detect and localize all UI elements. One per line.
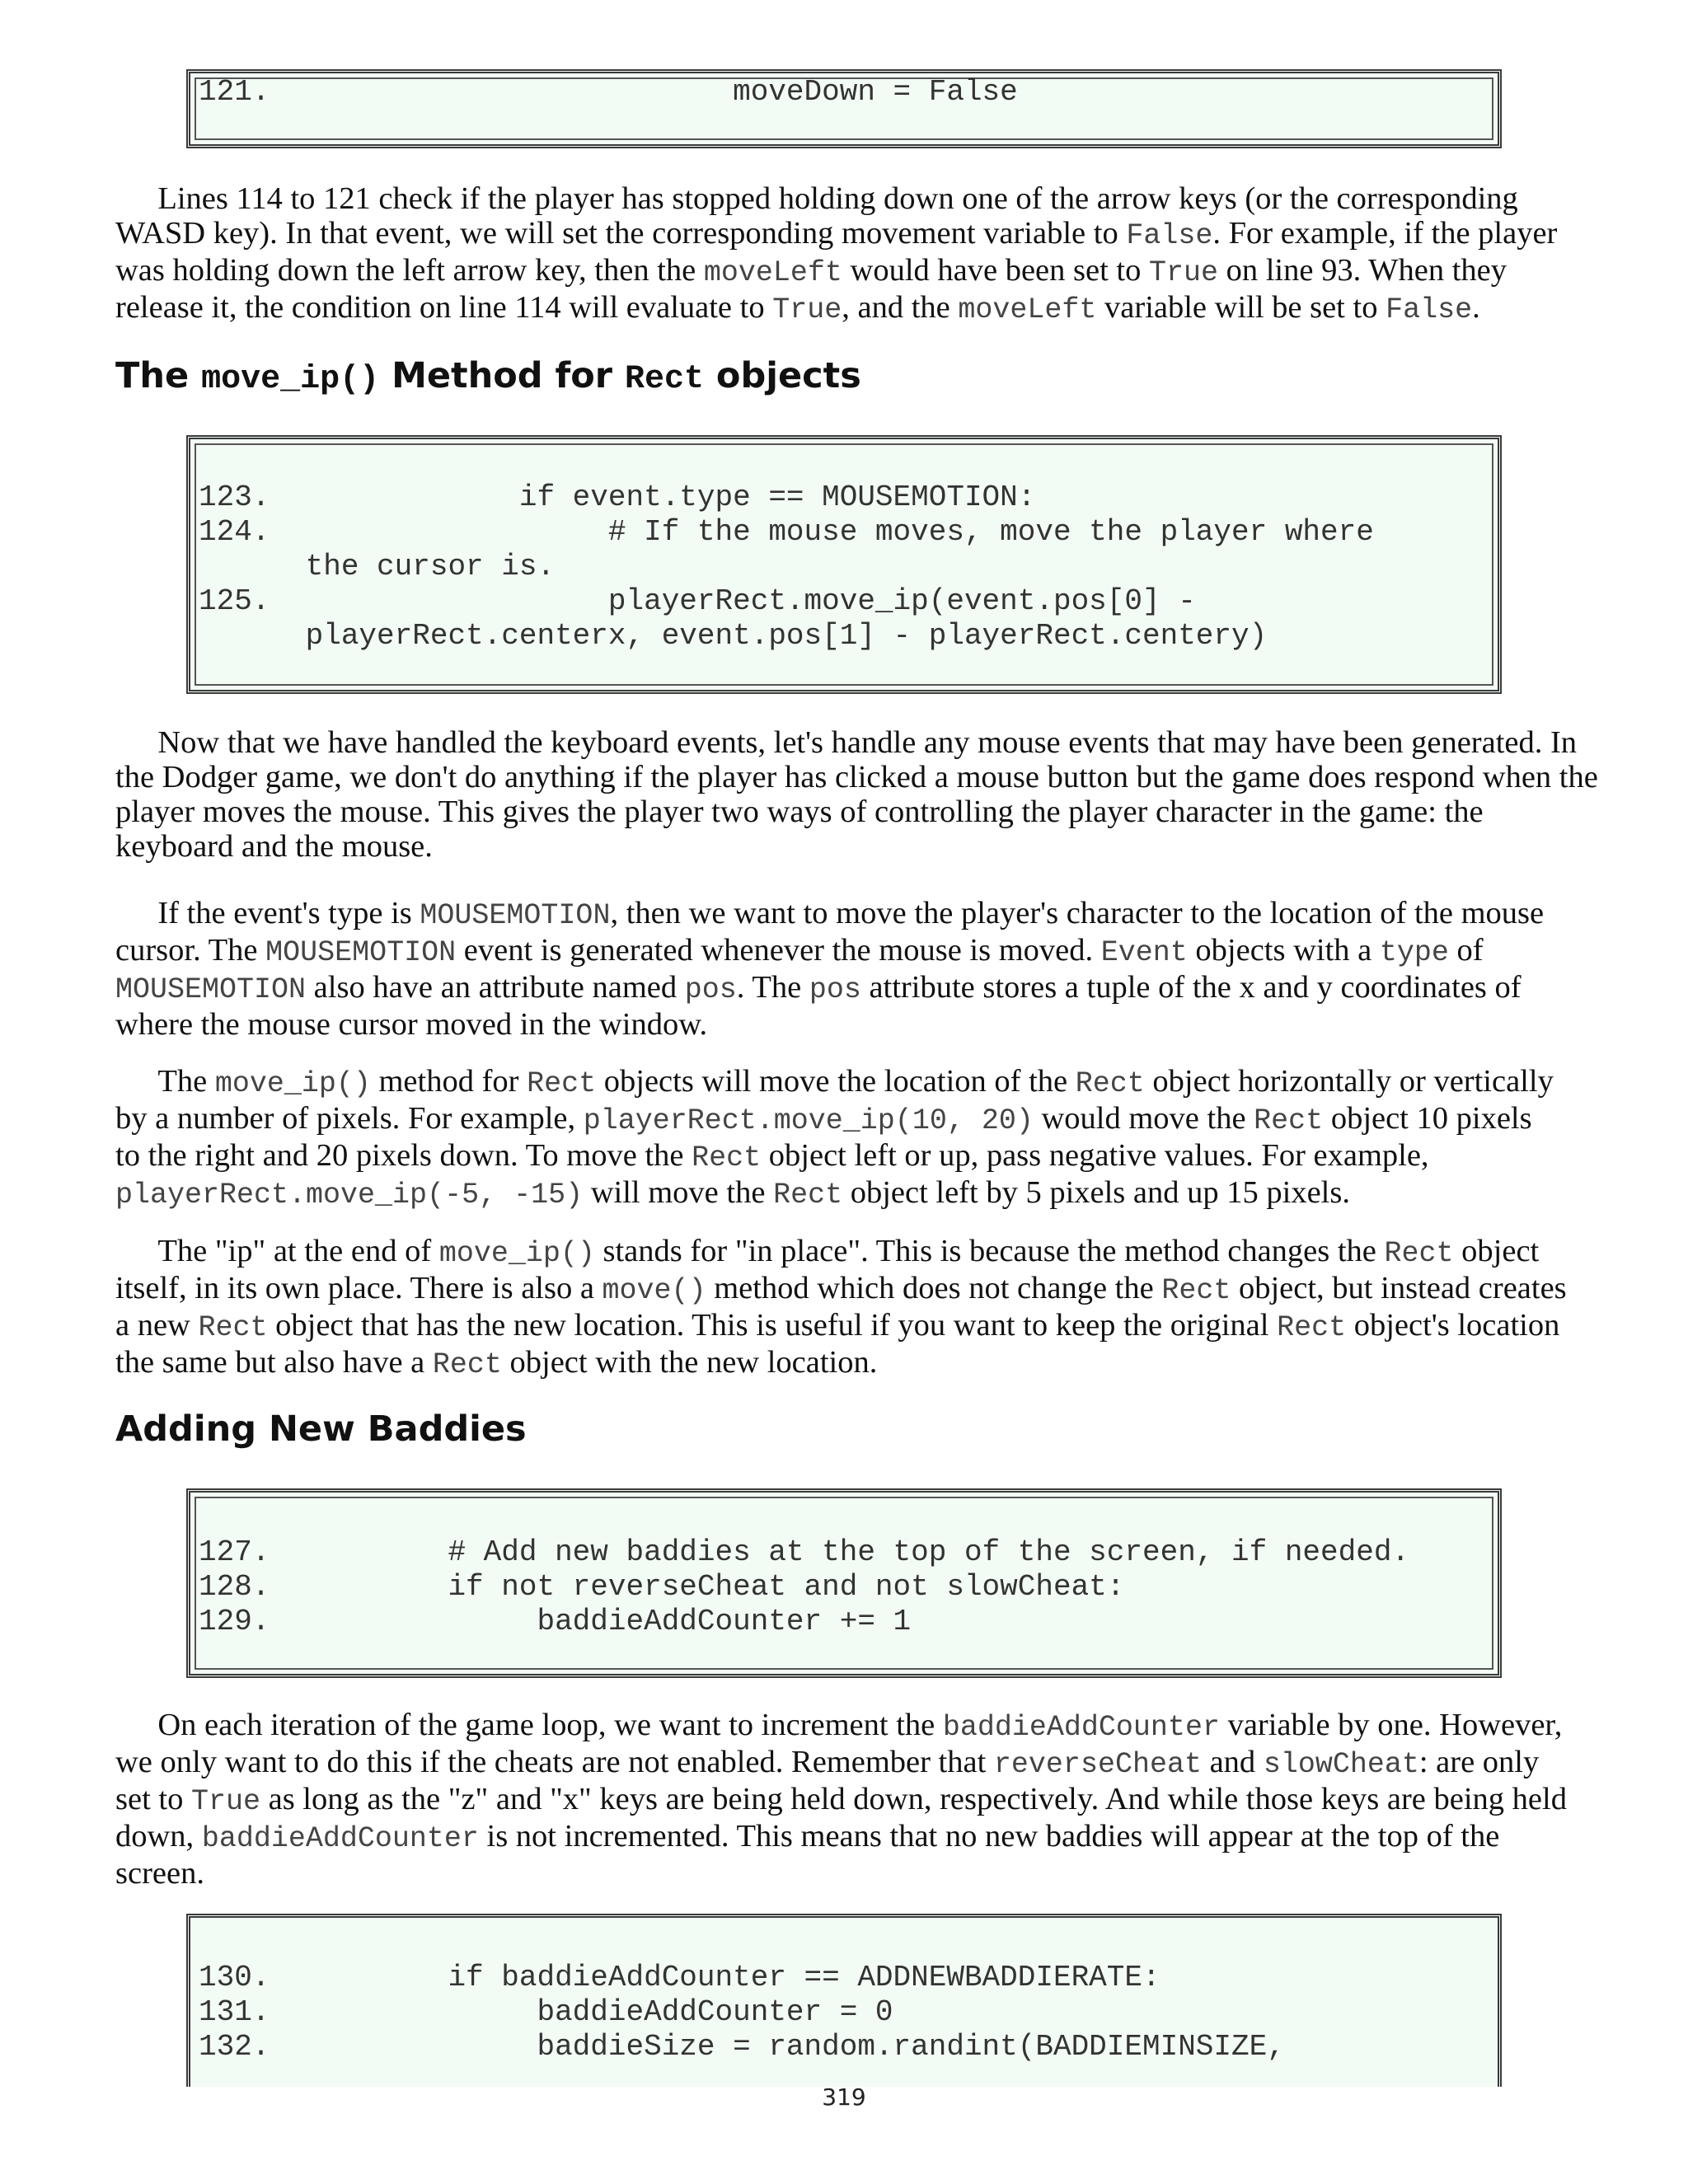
code-block	[186, 1914, 1502, 2087]
text-line: the Dodger game, we don't do anything if the player has clicked a mouse button but the game does respond when the	[115, 760, 1598, 794]
text-line: a new Rect object that has the new location. This is useful if you want to keep the original Rect object's location	[115, 1308, 1560, 1344]
text-line: Now that we have handled the keyboard events, let's handle any mouse events that may have been generated. In	[157, 725, 1578, 760]
text-line: release it, the condition on line 114 will evaluate to True, and the moveLeft variable will be set to False.	[115, 290, 1480, 326]
paragraph	[115, 896, 1579, 1042]
section-heading: Adding New Baddies	[115, 1408, 527, 1450]
section-heading: The move_ip() Method for Rect objects	[115, 355, 861, 398]
text-line: keyboard and the mouse.	[115, 829, 433, 864]
code-block	[186, 1488, 1502, 1678]
text-line: playerRect.move_ip(-5, -15) will move the Rect object left by 5 pixels and up 15 pixels.	[115, 1175, 1350, 1212]
text-line: we only want to do this if the cheats are not enabled. Remember that reverseCheat and slowCheat: are only	[115, 1745, 1540, 1781]
code-line: playerRect.centerx, event.pos[1] - playerRect.centery)	[199, 619, 1268, 653]
page-number: 319	[822, 2083, 866, 2111]
code-line: 129. baddieAddCounter += 1	[199, 1605, 912, 1638]
code-block	[186, 435, 1502, 694]
text-line: Lines 114 to 121 check if the player has stopped holding down one of the arrow keys (or the corresponding	[157, 181, 1518, 216]
paragraph	[115, 1064, 1579, 1212]
code-block	[186, 69, 1502, 148]
code-line: 127. # Add new baddies at the top of the screen, if needed.	[199, 1535, 1410, 1569]
text-line: MOUSEMOTION also have an attribute named pos. The pos attribute stores a tuple of the x and y coordinates of	[115, 970, 1522, 1006]
text-line: was holding down the left arrow key, then the moveLeft would have been set to True on line 93. When they	[115, 253, 1507, 289]
paragraph	[115, 181, 1579, 327]
paragraph	[115, 1708, 1579, 1891]
text-line: player moves the mouse. This gives the player two ways of controlling the player character in the game: the	[115, 794, 1484, 829]
code-line: the cursor is.	[199, 550, 556, 583]
text-line: screen.	[115, 1856, 204, 1891]
text-line: to the right and 20 pixels down. To move the Rect object left or up, pass negative values. For example,	[115, 1138, 1429, 1174]
text-line: by a number of pixels. For example, playerRect.move_ip(10, 20) would move the Rect object 10 pixels	[115, 1101, 1532, 1137]
text-line: set to True as long as the "z" and "x" keys are being held down, respectively. And while those keys are being held	[115, 1782, 1567, 1818]
code-line: 121. moveDown = False	[199, 75, 1018, 109]
code-line: 123. if event.type == MOUSEMOTION:	[199, 480, 1036, 514]
text-line: where the mouse cursor moved in the window.	[115, 1007, 708, 1042]
code-line: 132. baddieSize = random.randint(BADDIEMINSIZE,	[199, 2030, 1285, 2064]
text-line: The "ip" at the end of move_ip() stands for "in place". This is because the method changes the Rect object	[157, 1234, 1540, 1270]
code-line: 125. playerRect.move_ip(event.pos[0] -	[199, 584, 1196, 618]
code-line: 131. baddieAddCounter = 0	[199, 1995, 893, 2029]
text-line: WASD key). In that event, we will set the corresponding movement variable to False. For example, if the player	[115, 216, 1558, 252]
paragraph	[115, 725, 1598, 864]
code-line: 128. if not reverseCheat and not slowCheat:	[199, 1570, 1125, 1604]
code-line: 124. # If the mouse moves, move the player where	[199, 515, 1374, 549]
text-line: The move_ip() method for Rect objects will move the location of the Rect object horizontally or vertically	[157, 1064, 1554, 1100]
text-line: itself, in its own place. There is also a move() method which does not change the Rect object, but instead creates	[115, 1271, 1567, 1307]
text-line: On each iteration of the game loop, we want to increment the baddieAddCounter variable by one. However,	[157, 1708, 1563, 1744]
paragraph	[115, 1234, 1579, 1382]
text-line: If the event's type is MOUSEMOTION, then we want to move the player's character to the location of the mouse	[157, 896, 1545, 932]
text-line: down, baddieAddCounter is not incremented. This means that no new baddies will appear at the top of the	[115, 1819, 1500, 1855]
code-line: 130. if baddieAddCounter == ADDNEWBADDIERATE:	[199, 1961, 1160, 1994]
text-line: the same but also have a Rect object with the new location.	[115, 1345, 878, 1381]
text-line: cursor. The MOUSEMOTION event is generated whenever the mouse is moved. Event objects with a type of	[115, 933, 1484, 969]
